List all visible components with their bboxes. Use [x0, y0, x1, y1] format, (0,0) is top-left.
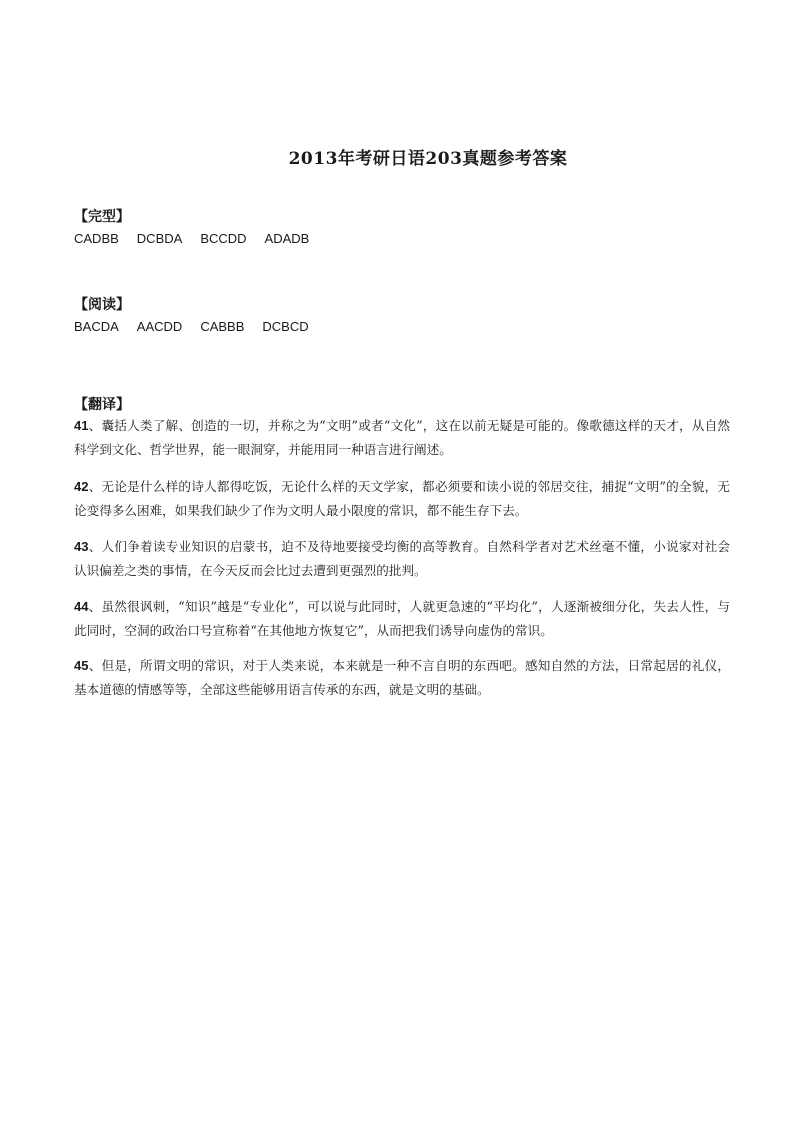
page-title: 2013年考研日语203真题参考答案: [288, 149, 568, 169]
item-text: 、虽然很讽刺，“知识”越是“专业化”，可以说与此同时，人就更急速的“平均化”，人逐渐被细分化，失去人性，与此同时，空洞的政治口号宣称着“在其他地方恢复它”，从而把我们诱导向虚伪的常识。: [74, 599, 730, 638]
reading-answer-group: DCBCD: [262, 319, 309, 334]
item-number: 41: [74, 418, 89, 433]
cloze-answer-group: BCCDD: [200, 231, 247, 246]
translation-item: [74, 414, 730, 462]
item-number: 43: [74, 539, 89, 554]
item-text: 、囊括人类了解、创造的一切，并称之为“文明”或者“文化”，这在以前无疑是可能的。像歌德这样的天才，从自然科学到文化、哲学世界，能一眼洞穿，并能用同一种语言进行阐述。: [74, 418, 730, 457]
reading-answer-group: CABBB: [200, 319, 245, 334]
item-number: 44: [74, 599, 89, 614]
translation-item: [74, 654, 730, 702]
item-text: 、但是，所谓文明的常识，对于人类来说，本来就是一种不言自明的东西吧。感知自然的方法，日常起居的礼仪，基本道德的情感等等，全部这些能够用语言传承的东西，就是文明的基础。: [74, 658, 730, 697]
item-number: 45: [74, 658, 89, 673]
translation-item: [74, 535, 730, 583]
item-number: 42: [74, 479, 89, 494]
cloze-heading: 【完型】: [74, 209, 130, 225]
cloze-answer-group: ADADB: [264, 231, 310, 246]
cloze-answers: [74, 231, 327, 246]
cloze-answer-group: DCBDA: [136, 231, 183, 246]
cloze-answer-group: CADBB: [74, 231, 119, 246]
item-text: 、无论是什么样的诗人都得吃饭，无论什么样的天文学家，都必须要和读小说的邻居交往，捕捉“文明”的全貌，无论变得多么困难，如果我们缺少了作为文明人最小限度的常识，都不能生存下去。: [74, 479, 730, 518]
translation-heading: 【翻译】: [74, 397, 130, 413]
translation-item: [74, 475, 730, 523]
reading-heading: 【阅读】: [74, 297, 130, 313]
translation-item: [74, 595, 730, 643]
item-text: 、人们争着读专业知识的启蒙书，迫不及待地要接受均衡的高等教育。自然科学者对艺术丝毫不懂，小说家对社会认识偏差之类的事情，在今天反而会比过去遭到更强烈的批判。: [74, 539, 730, 578]
reading-answer-group: AACDD: [136, 319, 183, 334]
reading-answer-group: BACDA: [74, 319, 119, 334]
reading-answers: [74, 319, 327, 334]
